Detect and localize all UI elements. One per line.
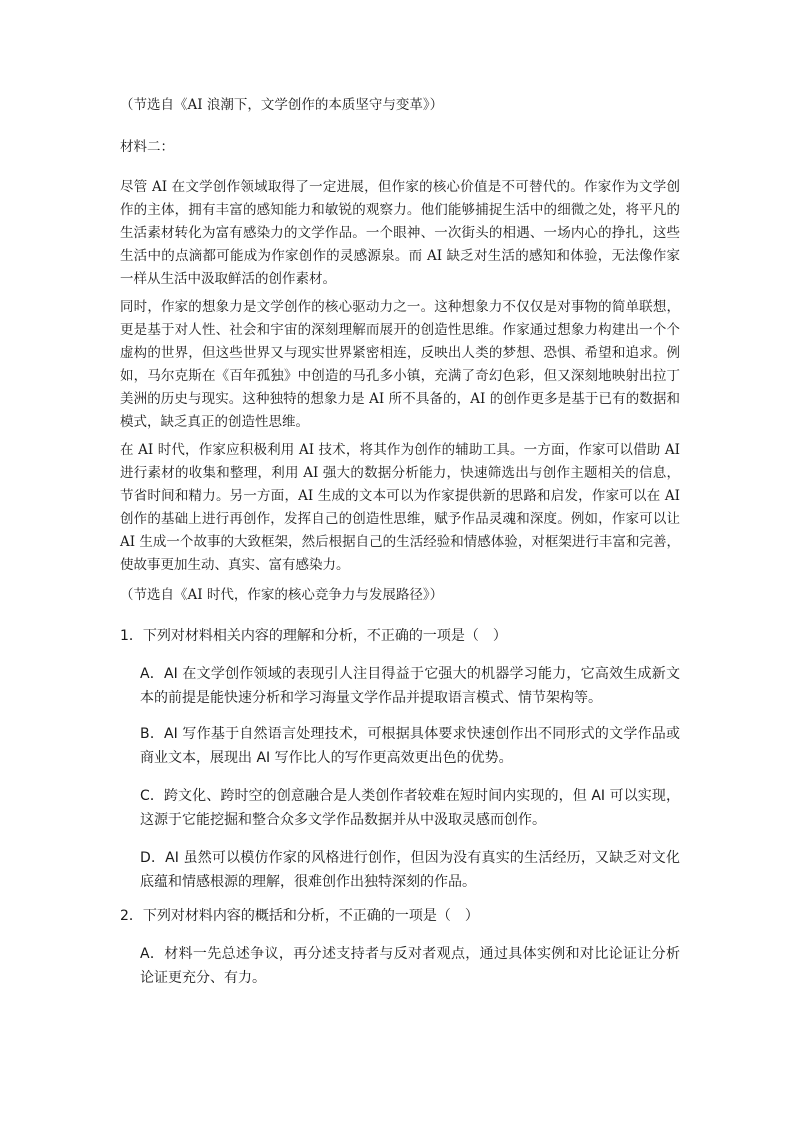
question-1-option-c: C．跨文化、跨时空的创意融合是人类创作者较难在短时间内实现的，但 AI 可以实现，这源于它能挖掘和整合众多文学作品数据并从中汲取灵感而创作。: [140, 788, 680, 828]
paragraph-2: 同时，作家的想象力是文学创作的核心驱动力之一。这种想象力不仅仅是对事物的简单联想，更是基于对人性、社会和宇宙的深刻理解而展开的创造性思维。作家通过想象力构建出一个个虚构的世界，但这些世界又与现实世界紧密相连，反映出人类的梦想、恐惧、希望和追求。例如，马尔克斯在《百年孤独》中创造的马孔多小镇，充满了奇幻色彩，但又深刻地映射出拉丁美洲的历史与现实。这种独特的想象力是 AI 所不具备的，AI 的创作更多是基于已有的数据和模式，缺乏真正的创造性思维。: [120, 299, 680, 430]
paragraph-1: 尽管 AI 在文学创作领域取得了一定进展，但作家的核心价值是不可替代的。作家作为文学创作的主体，拥有丰富的感知能力和敏锐的观察力。他们能够捕捉生活中的细微之处，将平凡的生活素材转化为富有感染力的文学作品。一个眼神、一次街头的相遇、一场内心的挣扎，这些生活中的点滴都可能成为作家创作的灵感源泉。而 AI 缺乏对生活的感知和体验，无法像作家一样从生活中汲取鲜活的创作素材。: [120, 179, 680, 287]
source-citation-2: （节选自《AI 时代，作家的核心竞争力与发展路径》）: [120, 587, 444, 603]
paragraph-3: 在 AI 时代，作家应积极利用 AI 技术，将其作为创作的辅助工具。一方面，作家可以借助 AI 进行素材的收集和整理，利用 AI 强大的数据分析能力，快速筛选出与创作主题相关的信息，节省时间和精力。另一方面，AI 生成的文本可以为作家提供新的思路和启发，作家可以在 AI 创作的基础上进行再创作，发挥自己的创造性思维，赋予作品灵魂和深度。例如，作家可以让 AI 生成一个故事的大致框架，然后根据自己的生活经验和情感体验，对框架进行丰富和完善，使故事更加生动、真实、富有感染力。: [120, 442, 680, 573]
material-label: 材料二：: [120, 139, 174, 155]
question-1-option-b: B．AI 写作基于自然语言处理技术，可根据具体要求快速创作出不同形式的文学作品或商业文本，展现出 AI 写作比人的写作更高效更出色的优势。: [140, 726, 680, 766]
question-1-option-d: D．AI 虽然可以模仿作家的风格进行创作，但因为没有真实的生活经历，又缺乏对文化底蕴和情感根源的理解，很难创作出独特深刻的作品。: [140, 850, 680, 890]
question-1-stem: 1．下列对材料相关内容的理解和分析，不正确的一项是（ ）: [120, 628, 507, 644]
question-1-option-a: A．AI 在文学创作领域的表现引人注目得益于它强大的机器学习能力，它高效生成新文本的前提是能快速分析和学习海量文学作品并提取语言模式、情节架构等。: [140, 666, 680, 706]
question-2-option-a: A．材料一先总述争议，再分述支持者与反对者观点，通过具体实例和对比论证让分析论证更充分、有力。: [140, 946, 680, 986]
question-2-stem: 2．下列对材料内容的概括和分析，不正确的一项是（ ）: [120, 908, 479, 924]
source-citation-1: （节选自《AI 浪潮下，文学创作的本质坚守与变革》）: [120, 97, 444, 113]
